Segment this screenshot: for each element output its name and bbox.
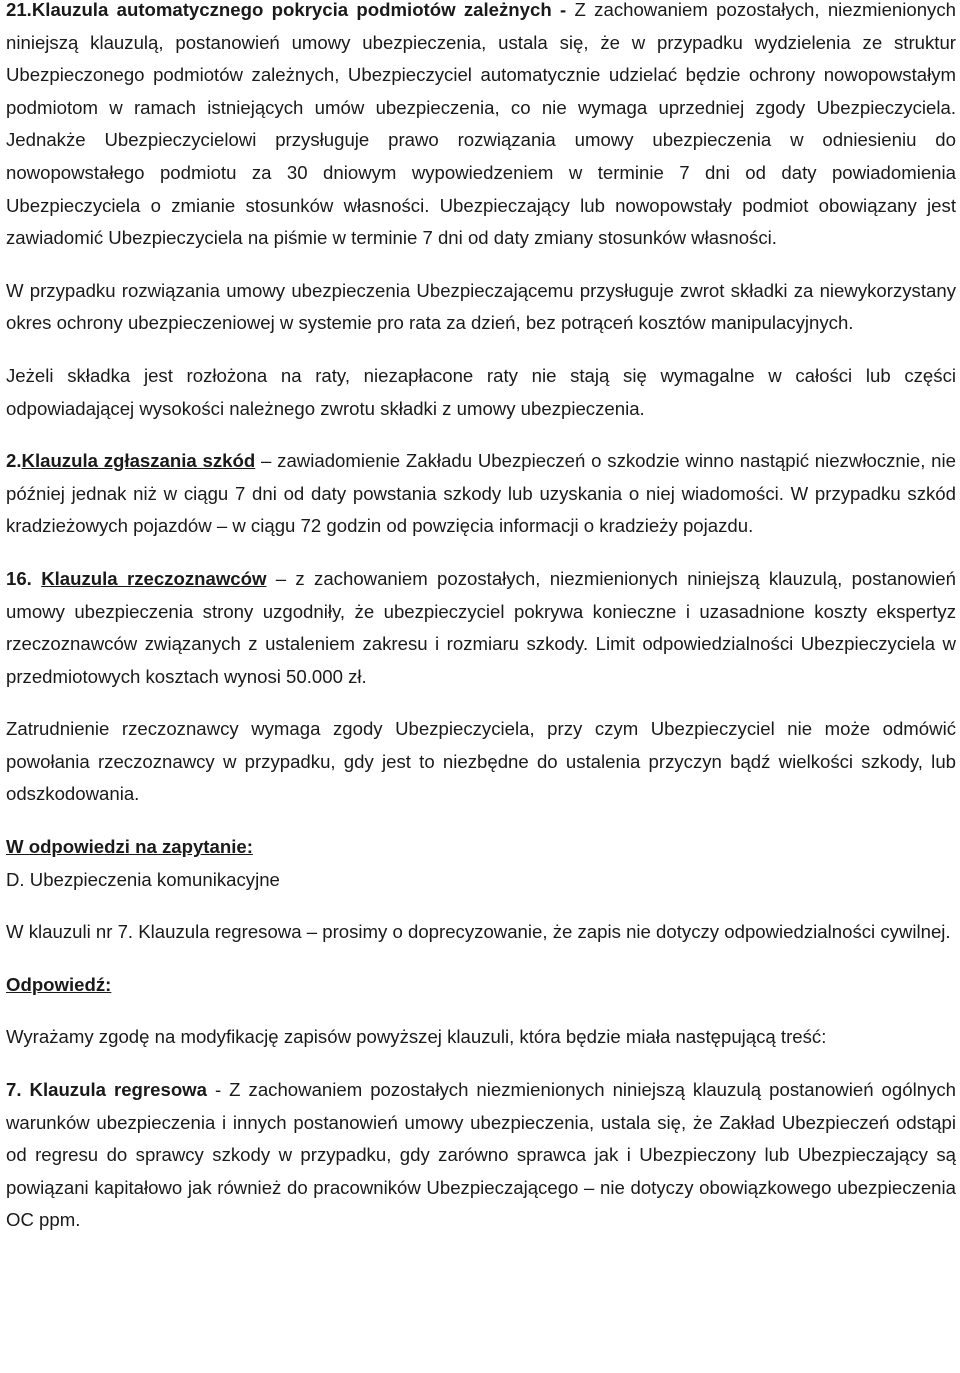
clause-16 — [6, 563, 956, 693]
appraiser-paragraph: Zatrudnienie rzeczoznawcy wymaga zgody Ubezpieczyciela, przy czym Ubezpieczyciel nie może odmówić powołania rzeczoznawcy w przypadku, gdy jest to niezbędne do ustalenia przyczyn bądź wielkości szkody, lub odszkodowania. — [6, 718, 956, 805]
clause-2-text: – zawiadomienie Zakładu Ubezpieczeń o szkodzie winno nastąpić niezwłocznie, nie później jednak niż w ciągu 7 dni od daty powstania szkody lub uzyskania o niej wiadomości. W przypadku szkód kradzieżowych pojazdów – w ciągu 72 godzin od powzięcia informacji o kradzieży pojazdu. — [6, 450, 956, 537]
answer-label — [6, 969, 956, 1002]
clause-21-heading: Klauzula automatycznego pokrycia podmiotów zależnych - — [31, 0, 575, 20]
clause-16-number: 16. — [6, 567, 32, 589]
inquiry-subheading: D. Ubezpieczenia komunikacyjne — [6, 868, 280, 890]
clause-16-text: – z zachowaniem pozostałych, niezmienionych niniejszą klauzulą, postanowień umowy ubezpieczenia strony uzgodniły, że ubezpieczyciel pokrywa konieczne i uzasadnione koszty ekspertyz rzeczoznawców związanych z ustaleniem zakresu i rozmiaru szkody. Limit odpowiedzialności Ubezpieczyciela w przedmiotowych kosztach wynosi 50.000 zł. — [6, 567, 956, 687]
clause-21-text-b: Jednakże Ubezpieczycielowi przysługuje prawo rozwiązania umowy ubezpieczenia w odniesieniu do nowopowstałego podmiotu za 30 dniowym wypowiedzeniem w terminie 7 dni od daty powiadomienia Ubezpieczyciela o zmianie stosunków własności. Ubezpieczający lub nowopowstały podmiot obowiązany jest zawiadomić Ubezpieczyciela na piśmie w terminie 7 dni od daty zmiany stosunków własności. — [6, 129, 956, 249]
inquiry-heading — [6, 831, 956, 896]
clause-21-text-a: Z zachowaniem pozostałych, niezmienionych niniejszą klauzulą, postanowień umowy ubezpieczenia, ustala się, że w przypadku wydzielenia ze struktur Ubezpieczonego podmiotów zależnych, Ubezpieczyciel automatycznie udzielać będzie ochrony nowopowstałym podmiotom w ramach istniejących umów ubezpieczenia, co nie wymaga uprzedniej zgody Ubezpieczyciela. — [6, 0, 956, 118]
answer-paragraph: Wyrażamy zgodę na modyfikację zapisów powyższej klauzuli, która będzie miała następującą treść: — [6, 1026, 827, 1048]
clause-2 — [6, 445, 956, 543]
clause-7-text: - Z zachowaniem pozostałych niezmienionych niniejszą klauzulą postanowień ogólnych warunków ubezpieczenia i innych postanowień umowy ubezpieczenia, ustala się, że Zakład Ubezpieczeń odstąpi od regresu do sprawcy szkody w przypadku, gdy zarówno sprawca jak i Ubezpieczony lub Ubezpieczający są powiązani kapitałowo jak również do pracowników Ubezpieczającego – nie dotyczy obowiązkowego ubezpieczenia OC ppm. — [6, 1079, 956, 1231]
clause-7-number: 7. — [6, 1079, 22, 1101]
clause-16-heading: Klauzula rzeczoznawców — [41, 567, 267, 589]
inquiry-heading-text: W odpowiedzi na zapytanie: — [6, 836, 253, 858]
installments-paragraph: Jeżeli składka jest rozłożona na raty, niezapłacone raty nie stają się wymagalne w całości lub części odpowiadającej wysokości należnego zwrotu składki z umowy ubezpieczenia. — [6, 364, 956, 419]
question-paragraph: W klauzuli nr 7. Klauzula regresowa – prosimy o doprecyzowanie, że zapis nie dotyczy odpowiedzialności cywilnej. — [6, 921, 951, 943]
clause-21-number: 21. — [6, 0, 32, 20]
clause-21 — [6, 0, 956, 255]
answer-label-text: Odpowiedź: — [6, 973, 112, 995]
clause-7-heading: Klauzula regresowa — [29, 1079, 207, 1101]
clause-2-heading: Klauzula zgłaszania szkód — [21, 450, 256, 472]
refund-paragraph: W przypadku rozwiązania umowy ubezpieczenia Ubezpieczającemu przysługuje zwrot składki za niewykorzystany okres ochrony ubezpieczeniowej w systemie pro rata za dzień, bez potrąceń kosztów manipulacyjnych. — [6, 279, 956, 334]
clause-7 — [6, 1074, 956, 1237]
clause-2-number: 2. — [6, 450, 22, 472]
